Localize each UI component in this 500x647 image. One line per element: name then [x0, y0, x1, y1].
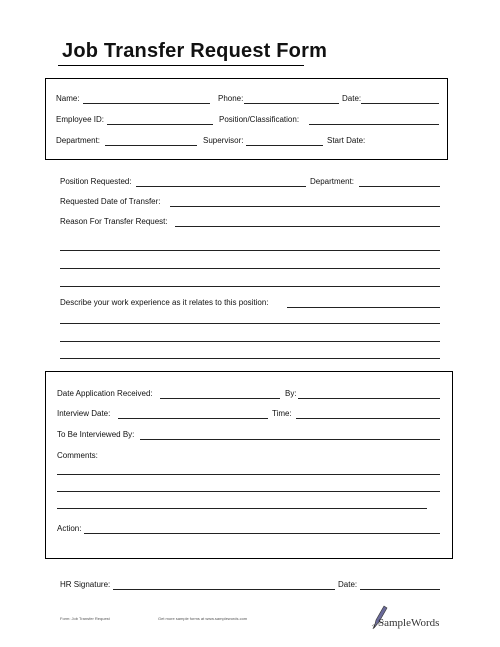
name-field[interactable]	[83, 103, 210, 104]
interviewed-by-label: To Be Interviewed By:	[57, 430, 135, 439]
footer-form-name: Form: Job Transfer Request	[60, 616, 110, 621]
time-label: Time:	[272, 409, 292, 418]
phone-label: Phone:	[218, 94, 244, 103]
department-label: Department:	[56, 136, 101, 145]
position-classification-label: Position/Classification:	[219, 115, 300, 124]
experience-line[interactable]	[60, 341, 440, 342]
experience-field[interactable]	[287, 307, 440, 308]
comments-line[interactable]	[57, 491, 440, 492]
signature-date-field[interactable]	[360, 589, 440, 590]
by-field[interactable]	[298, 398, 440, 399]
position-requested-field[interactable]	[136, 186, 306, 187]
by-label: By:	[285, 389, 297, 398]
interview-date-field[interactable]	[118, 418, 268, 419]
signature-date-label: Date:	[338, 580, 358, 589]
footer-website-note[interactable]: Get more sample forms at www.samplewords.com	[158, 616, 248, 621]
start-date-label: Start Date:	[327, 136, 366, 145]
experience-line[interactable]	[60, 323, 440, 324]
action-label: Action:	[57, 524, 82, 533]
date-field[interactable]	[361, 103, 439, 104]
position-requested-label: Position Requested:	[60, 177, 132, 186]
reason-line[interactable]	[60, 286, 440, 287]
reason-field[interactable]	[175, 226, 440, 227]
requested-department-label: Department:	[310, 177, 355, 186]
position-classification-field[interactable]	[309, 124, 439, 125]
requested-date-field[interactable]	[170, 206, 440, 207]
time-field[interactable]	[296, 418, 440, 419]
experience-label: Describe your work experience as it relates to this position:	[60, 298, 269, 307]
office-use-box	[45, 371, 453, 559]
reason-line[interactable]	[60, 268, 440, 269]
interview-date-label: Interview Date:	[57, 409, 111, 418]
phone-field[interactable]	[244, 103, 339, 104]
comments-label: Comments:	[57, 451, 98, 460]
department-field[interactable]	[105, 145, 197, 146]
name-label: Name:	[56, 94, 80, 103]
reason-label: Reason For Transfer Request:	[60, 217, 168, 226]
action-field[interactable]	[84, 533, 440, 534]
employee-id-label: Employee ID:	[56, 115, 105, 124]
comments-line[interactable]	[57, 474, 440, 475]
date-received-label: Date Application Received:	[57, 389, 153, 398]
date-received-field[interactable]	[160, 398, 280, 399]
supervisor-label: Supervisor:	[203, 136, 244, 145]
experience-line[interactable]	[60, 358, 440, 359]
form-title: Job Transfer Request Form	[62, 40, 328, 62]
requested-department-field[interactable]	[359, 186, 440, 187]
employee-id-field[interactable]	[107, 124, 213, 125]
hr-signature-label: HR Signature:	[60, 580, 111, 589]
requested-date-label: Requested Date of Transfer:	[60, 197, 161, 206]
reason-line[interactable]	[60, 250, 440, 251]
samplewords-logo: SampleWords	[378, 617, 440, 629]
supervisor-field[interactable]	[246, 145, 323, 146]
hr-signature-field[interactable]	[113, 589, 335, 590]
interviewed-by-field[interactable]	[140, 439, 440, 440]
date-label: Date:	[342, 94, 362, 103]
title-underline	[58, 65, 304, 66]
comments-line[interactable]	[57, 508, 427, 509]
